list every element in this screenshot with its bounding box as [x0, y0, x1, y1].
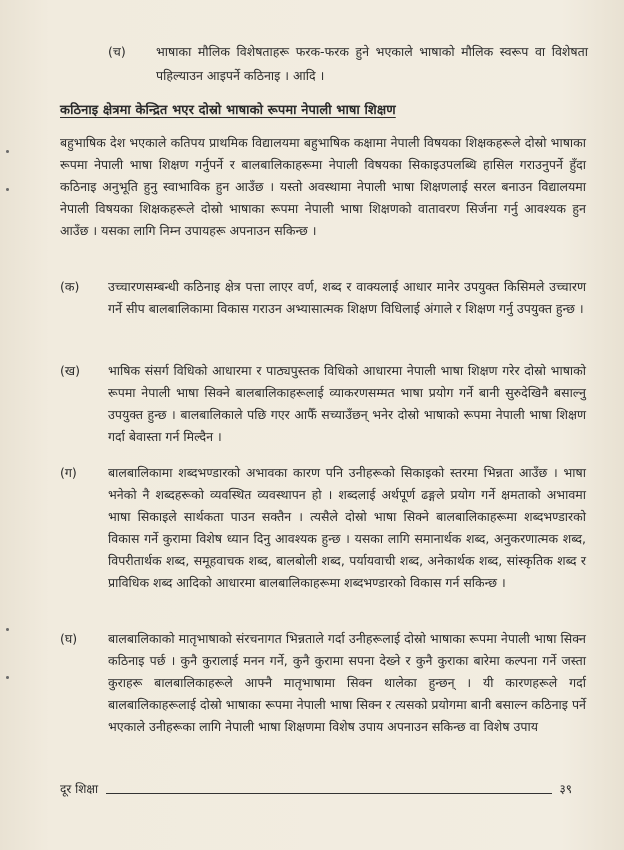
punch-hole-mark — [6, 628, 9, 631]
footer-title: दूर शिक्षा — [60, 782, 99, 796]
list-item-gha — [60, 628, 586, 738]
list-item-text: उच्चारणसम्बन्धी कठिनाइ क्षेत्र पत्ता लाएर वर्ण, शब्द र वाक्यलाई आधार मानेर उपयुक्त किसिमले उच्चारण गर्ने सीप बालबालिकामा विकास गराउन अभ्यासात्मक शिक्षण विधिलाई अंगाले र शिक्षण गर्नु उपयुक्त हुन्छ । — [108, 279, 586, 316]
list-item-label: (क) — [60, 279, 80, 294]
punch-hole-mark — [6, 150, 9, 153]
page-number: ३९ — [559, 782, 572, 796]
list-item-ka — [60, 276, 586, 320]
page-footer — [60, 780, 572, 797]
list-item-label: (घ) — [60, 631, 78, 646]
footer-rule — [106, 793, 551, 794]
list-item-label: (ग) — [60, 465, 77, 480]
list-item-text: बालबालिकाको मातृभाषाको संरचनागत भिन्नताले गर्दा उनीहरूलाई दोस्रो भाषाका रूपमा नेपाली भाषा सिक्न कठिनाइ पर्छ । कुनै कुरालाई मनन गर्ने, कुनै कुरामा सपना देख्ने र कुनै कुराका बारेमा कल्पना गर्ने जस्ता कुराहरू बालबालिकाहरूले आफ्नै मातृभाषामा सिक्न थालेका हुन्छन् । यी कारणहरूले गर्दा बालबालिकाहरूलाई दोस्रो भाषाका रूपमा नेपाली भाषा सिक्न र त्यसको प्रयोगमा बानी बसाल्न कठिनाइ पर्ने भएकाले उनीहरूका लागि नेपाली भाषा शिक्षणमा विशेष उपाय अपनाउन सकिन्छ वा विशेष उपाय — [108, 631, 586, 734]
list-item-text: बालबालिकामा शब्दभण्डारको अभावका कारण पनि उनीहरूको सिकाइको स्तरमा भिन्नता आउँछ । भाषा भनेको नै शब्दहरूको व्यवस्थित व्यवस्थापन हो । शब्दलाई अर्थपूर्ण ढङ्गले प्रयोग गर्ने क्षमताको अभावमा भाषा सिकाइले सार्थकता पाउन सक्तैन । त्यसैले दोस्रो भाषा सिक्ने बालबालिकाहरूमा शब्दभण्डारको विकास गर्ने कुरामा विशेष ध्यान दिनु आवश्यक हुन्छ । यसका लागि समानार्थक शब्द, अनुकरणात्मक शब्द, विपरीतार्थक शब्द, समूहवाचक शब्द, बालबोली शब्द, पर्यायवाची शब्द, अनेकार्थक शब्द, सांस्कृतिक शब्द र प्राविधिक शब्द आदिको आधारमा बालबालिकाहरूमा शब्दभण्डारको विकास गर्न सकिन्छ । — [108, 465, 586, 590]
section-heading: कठिनाइ क्षेत्रमा केन्द्रित भएर दोस्रो भाषाको रूपमा नेपाली भाषा शिक्षण — [60, 103, 396, 118]
list-item-kha — [60, 360, 586, 448]
list-item-text: भाषाका मौलिक विशेषताहरू फरक-फरक हुने भएकाले भाषाको मौलिक स्वरूप वा विशेषता पहिल्याउन आइपर्ने कठिनाइ । आदि । — [156, 44, 588, 83]
list-item-text: भाषिक संसर्ग विधिको आधारमा र पाठ्यपुस्तक विधिको आधारमा नेपाली भाषा शिक्षण गरेर दोस्रो भाषाको रूपमा नेपाली भाषा सिक्ने बालबालिकाहरूलाई व्याकरणसम्मत भाषा प्रयोग गर्ने बानी सुरुदेखिनै बसाल्नु उपयुक्त हुन्छ । बालबालिकाले पछि गएर आफैँ सच्याउँछन् भनेर दोस्रो भाषाको रूपमा नेपाली भाषा शिक्षण गर्दा बेवास्ता गर्न मिल्दैन । — [108, 363, 586, 444]
punch-hole-mark — [6, 188, 9, 191]
list-item-ga — [60, 462, 586, 594]
punch-hole-mark — [6, 676, 9, 679]
list-item-label: (ख) — [60, 363, 80, 378]
intro-paragraph: बहुभाषिक देश भएकाले कतिपय प्राथमिक विद्यालयमा बहुभाषिक कक्षामा नेपाली विषयका शिक्षकहरूले दोस्रो भाषाका रूपमा नेपाली भाषा शिक्षण गर्नुपर्ने र बालबालिकाहरूमा नेपाली विषयका सिकाइउपलब्धि हासिल गराउनुपर्ने हुँदा कठिनाइ अनुभूति हुनु स्वाभाविक हुन आउँछ । यस्तो अवस्थामा नेपाली भाषा शिक्षणलाई सरल बनाउन विद्यालयमा नेपाली विषयका शिक्षकहरूले दोस्रो भाषाका रूपमा नेपाली भाषा शिक्षणको वातावरण सिर्जना गर्नु आवश्यक हुन आउँछ । यसका लागि निम्न उपायहरू अपनाउन सकिन्छ । — [60, 135, 586, 238]
list-item-label: (च) — [108, 44, 126, 59]
list-item-cha — [108, 40, 588, 88]
